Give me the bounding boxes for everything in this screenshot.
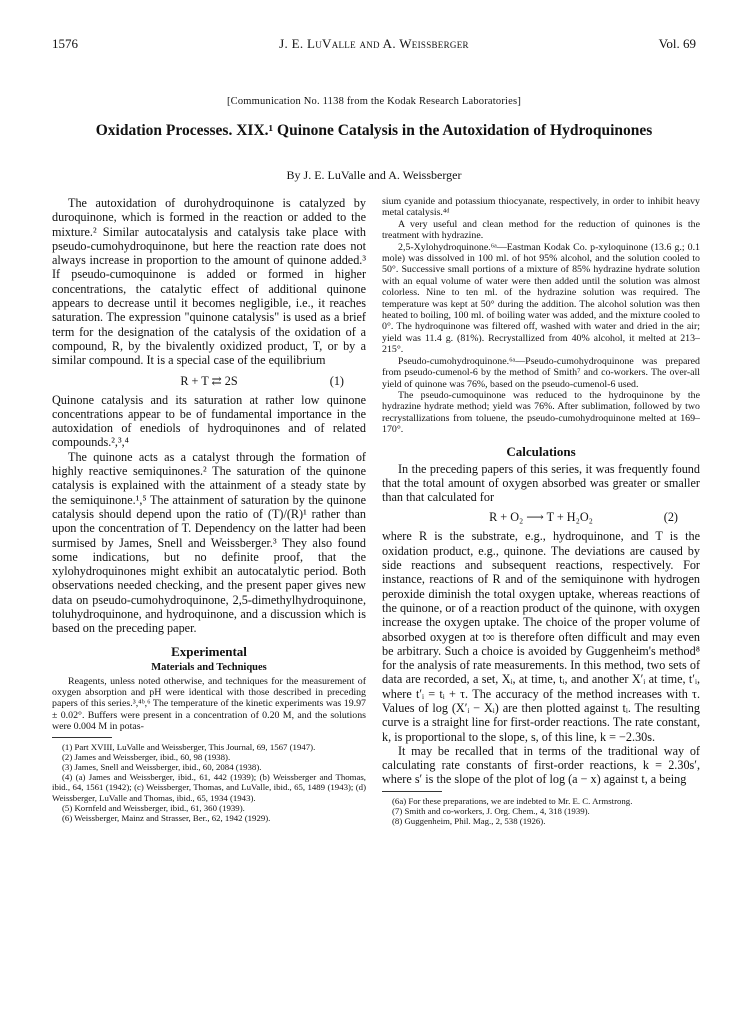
equation-1-number: (1) — [329, 373, 344, 388]
materials-heading: Materials and Techniques — [151, 661, 267, 673]
equation-2-text: R + O₂ ⟶ T + H₂O₂ — [489, 510, 593, 525]
footnote-item: (7) Smith and co-workers, J. Org. Chem., 4, 318 (1939). — [392, 805, 590, 816]
right-column — [382, 196, 700, 826]
page-number: 1576 — [52, 36, 78, 51]
left-column — [52, 196, 366, 823]
continuation-paragraph: sium cyanide and potassium thiocyanate, respectively, in order to inhibit heavy metal catalysis.⁴ᵈ — [382, 196, 700, 219]
pseudo-cumohydroquinone-paragraph: Pseudo-cumohydroquinone.⁶ᵃ—Pseudo-cumohydroquinone was prepared from pseudo-cumenol-6 by the method of Smith⁷ and co-workers. The over-all yield of quinone was 76%, based on the pseudo-cumenol-6 used. — [382, 355, 700, 390]
calculations-paragraph-2: where R is the substrate, e.g., hydroquinone, and T is the oxidation product, e.g., quinone. The deviations are caused by side reactions and subsequent reactions, respectively. For instance, reactions of R and of the semiquinone with hydrogen peroxide diminish the total oxygen uptake, whereas reactions of the quinone, or of a reaction product of the quinone, with oxygen increase the oxygen uptake. The choice of the proper volume of absorbed oxygen at t∞ is therefore often difficult and may even be arbitrary. Such a choice is avoided by Guggenheim's method⁸ for the analysis of rate measurements. In this method, two sets of data are recorded, a set, Xᵢ, at time, tᵢ, and another X′ᵢ at time, t′ᵢ, where t′ᵢ = tᵢ + τ. The accuracy of the method increases with τ. Values of log (X′ᵢ − Xᵢ) are then plotted against tᵢ. The resulting curve is a straight line for first-order reactions. The rate constant, k, is proportional to the slope, s, of this line, k = −2.30s. — [382, 529, 700, 744]
footnote-item: (1) Part XVIII, LuValle and Weissberger, This Journal, 69, 1567 (1947). — [62, 741, 316, 752]
volume-label: Vol. 69 — [658, 36, 696, 51]
xylohydroquinone-paragraph: 2,5-Xylohydroquinone.⁶ᵃ—Eastman Kodak Co. p-xyloquinone (13.6 g.; 0.1 mole) was dissolved in 100 ml. of hot 95% alcohol, and the solution cooled to 50°. Successive small portions of a mixture of 85% hydrazine hydrate solution with an equal volume of water were then added until the solution was almost colorless. Nine to ten ml. of the hydrazine solution was required. The temperature was kept at 50° during the addition. The alcohol solution was then heated to boiling, 100 ml. of boiling water was added, and the mixture cooled to 0°. The hydroquinone was filtered off, washed with water and dried in the air; yield was 11.4 g. (81%). Recrystallized from 40% alcohol, it melted at 213–215°. — [382, 241, 700, 356]
reduction-paragraph: The pseudo-cumoquinone was reduced to the hydroquinone by the hydrazine hydrate method; yield was 76%. After sublimation, followed by two recrystallizations from toluene, the pseudo-cumohydroquinone melted at 169–170°. — [382, 389, 700, 436]
equation-2 — [382, 510, 700, 525]
equation-2-number: (2) — [663, 510, 678, 525]
article-title: Oxidation Processes. XIX.¹ Quinone Catalysis in the Autoxidation of Hydroquinones — [95, 122, 653, 139]
calculations-paragraph-3: It may be recalled that in terms of the traditional way of calculating rate constants of first-order reactions, k = 2.30s′, where s′ is the slope of the plot of log (a − x) against t, a being — [382, 743, 700, 787]
reagents-paragraph: Reagents, unless noted otherwise, and techniques for the measurement of oxygen absorption and pH were identical with those described in preceding papers of this series.³,⁴ᵇ,⁶ The temperature of the kinetic experiments was 19.97 ± 0.02°. Buffers were present in a concentration of 0.20 M, and the solutions were 0.004 M in potas- — [52, 675, 366, 733]
running-authors: J. E. LuValle and A. Weissberger — [279, 36, 469, 51]
footnote-item: (6a) For these preparations, we are indebted to Mr. E. C. Armstrong. — [392, 795, 633, 806]
footnote-item: (6) Weissberger, Mainz and Strasser, Ber., 62, 1942 (1929). — [62, 813, 271, 824]
hydrazine-paragraph: A very useful and clean method for the reduction of quinones is the treatment with hydrazine. — [382, 218, 700, 242]
equation-1-text: R + T ⇄ 2S — [180, 373, 238, 388]
communication-line: [Communication No. 1138 from the Kodak Research Laboratories] — [226, 96, 522, 107]
running-head — [52, 36, 696, 52]
footnotes-left — [52, 742, 366, 824]
footnote-item: (2) James and Weissberger, ibid., 60, 98 (1938). — [62, 751, 231, 762]
footnotes-right — [382, 796, 700, 827]
paragraph-2: Quinone catalysis and its saturation at rather low quinone concentrations appear to be of fundamental importance in the autoxidation of enediols of hydroquinones and of related compounds.²,³,⁴ — [52, 392, 366, 450]
calculations-paragraph-1: In the preceding papers of this series, it was frequently found that the total amount of oxygen absorbed was greater or smaller than that calculated for — [382, 461, 700, 505]
footnote-item: (5) Kornfeld and Weissberger, ibid., 61, 360 (1939). — [62, 802, 245, 813]
footnote-item: (3) James, Snell and Weissberger, ibid., 60, 2084 (1938). — [62, 762, 262, 773]
paragraph-3: The quinone acts as a catalyst through the formation of highly reactive semiquinones.² The saturation of the quinone catalysis is explained with the attainment of a steady state by the semiquinone.¹,⁵ The attainment of saturation by the quinone catalysis should depend upon the ratio of (T)/(R)¹ rather than upon the concentration of T. Dependency on the latter had been surmised by James, Snell and Weissberger.³ They also found some indications, but no definite proof, that the xylohydroquinones might exhibit an autocatalytic period. Both observations needed checking, and the present paper gives new data on pseudo-cumohydroquinone, 2,5-dimethylhydroquinone, toluhydroquinone, and hydroquinone, and a discussion which is based on the preceding paper. — [52, 449, 366, 636]
footnote-rule — [52, 737, 112, 738]
calculations-heading: Calculations — [506, 443, 576, 459]
footnote-item: (8) Guggenheim, Phil. Mag., 2, 538 (1926). — [392, 816, 546, 827]
experimental-heading: Experimental — [171, 643, 247, 659]
intro-paragraph: The autoxidation of durohydroquinone is catalyzed by duroquinone, which is formed in the reaction or added to the mixture.² Similar autocatalysis and catalysis take place with pseudo-cumohydroquinone, but here the reaction rate does not always increase in proportion to the amount of quinone added.³ If pseudo-cumoquinone is added or formed in higher concentrations, the catalytic effect of additional quinone appears to decrease until it becomes negligible, i.e., it reaches saturation. The expression "quinone catalysis" is used as a brief term for the designation of the catalysis of the oxidation of a compound, R, by the bivalently oxidized product, T, or by a similar compound. It is a special case of the equilibrium — [52, 196, 366, 368]
equation-1 — [52, 374, 366, 389]
footnote-item: (4) (a) James and Weissberger, ibid., 61, 442 (1939); (b) Weissberger and Thomas, ibid., 64, 1561 (1942); (c) Weissberger, Thomas, and LuValle, ibid., 65, 1489 (1943); (d) Weissberger, LuValle and Thomas, ibid., 65, 1934 (1943). — [52, 772, 366, 803]
footnote-rule — [382, 791, 442, 792]
byline: By J. E. LuValle and A. Weissberger — [286, 168, 462, 182]
